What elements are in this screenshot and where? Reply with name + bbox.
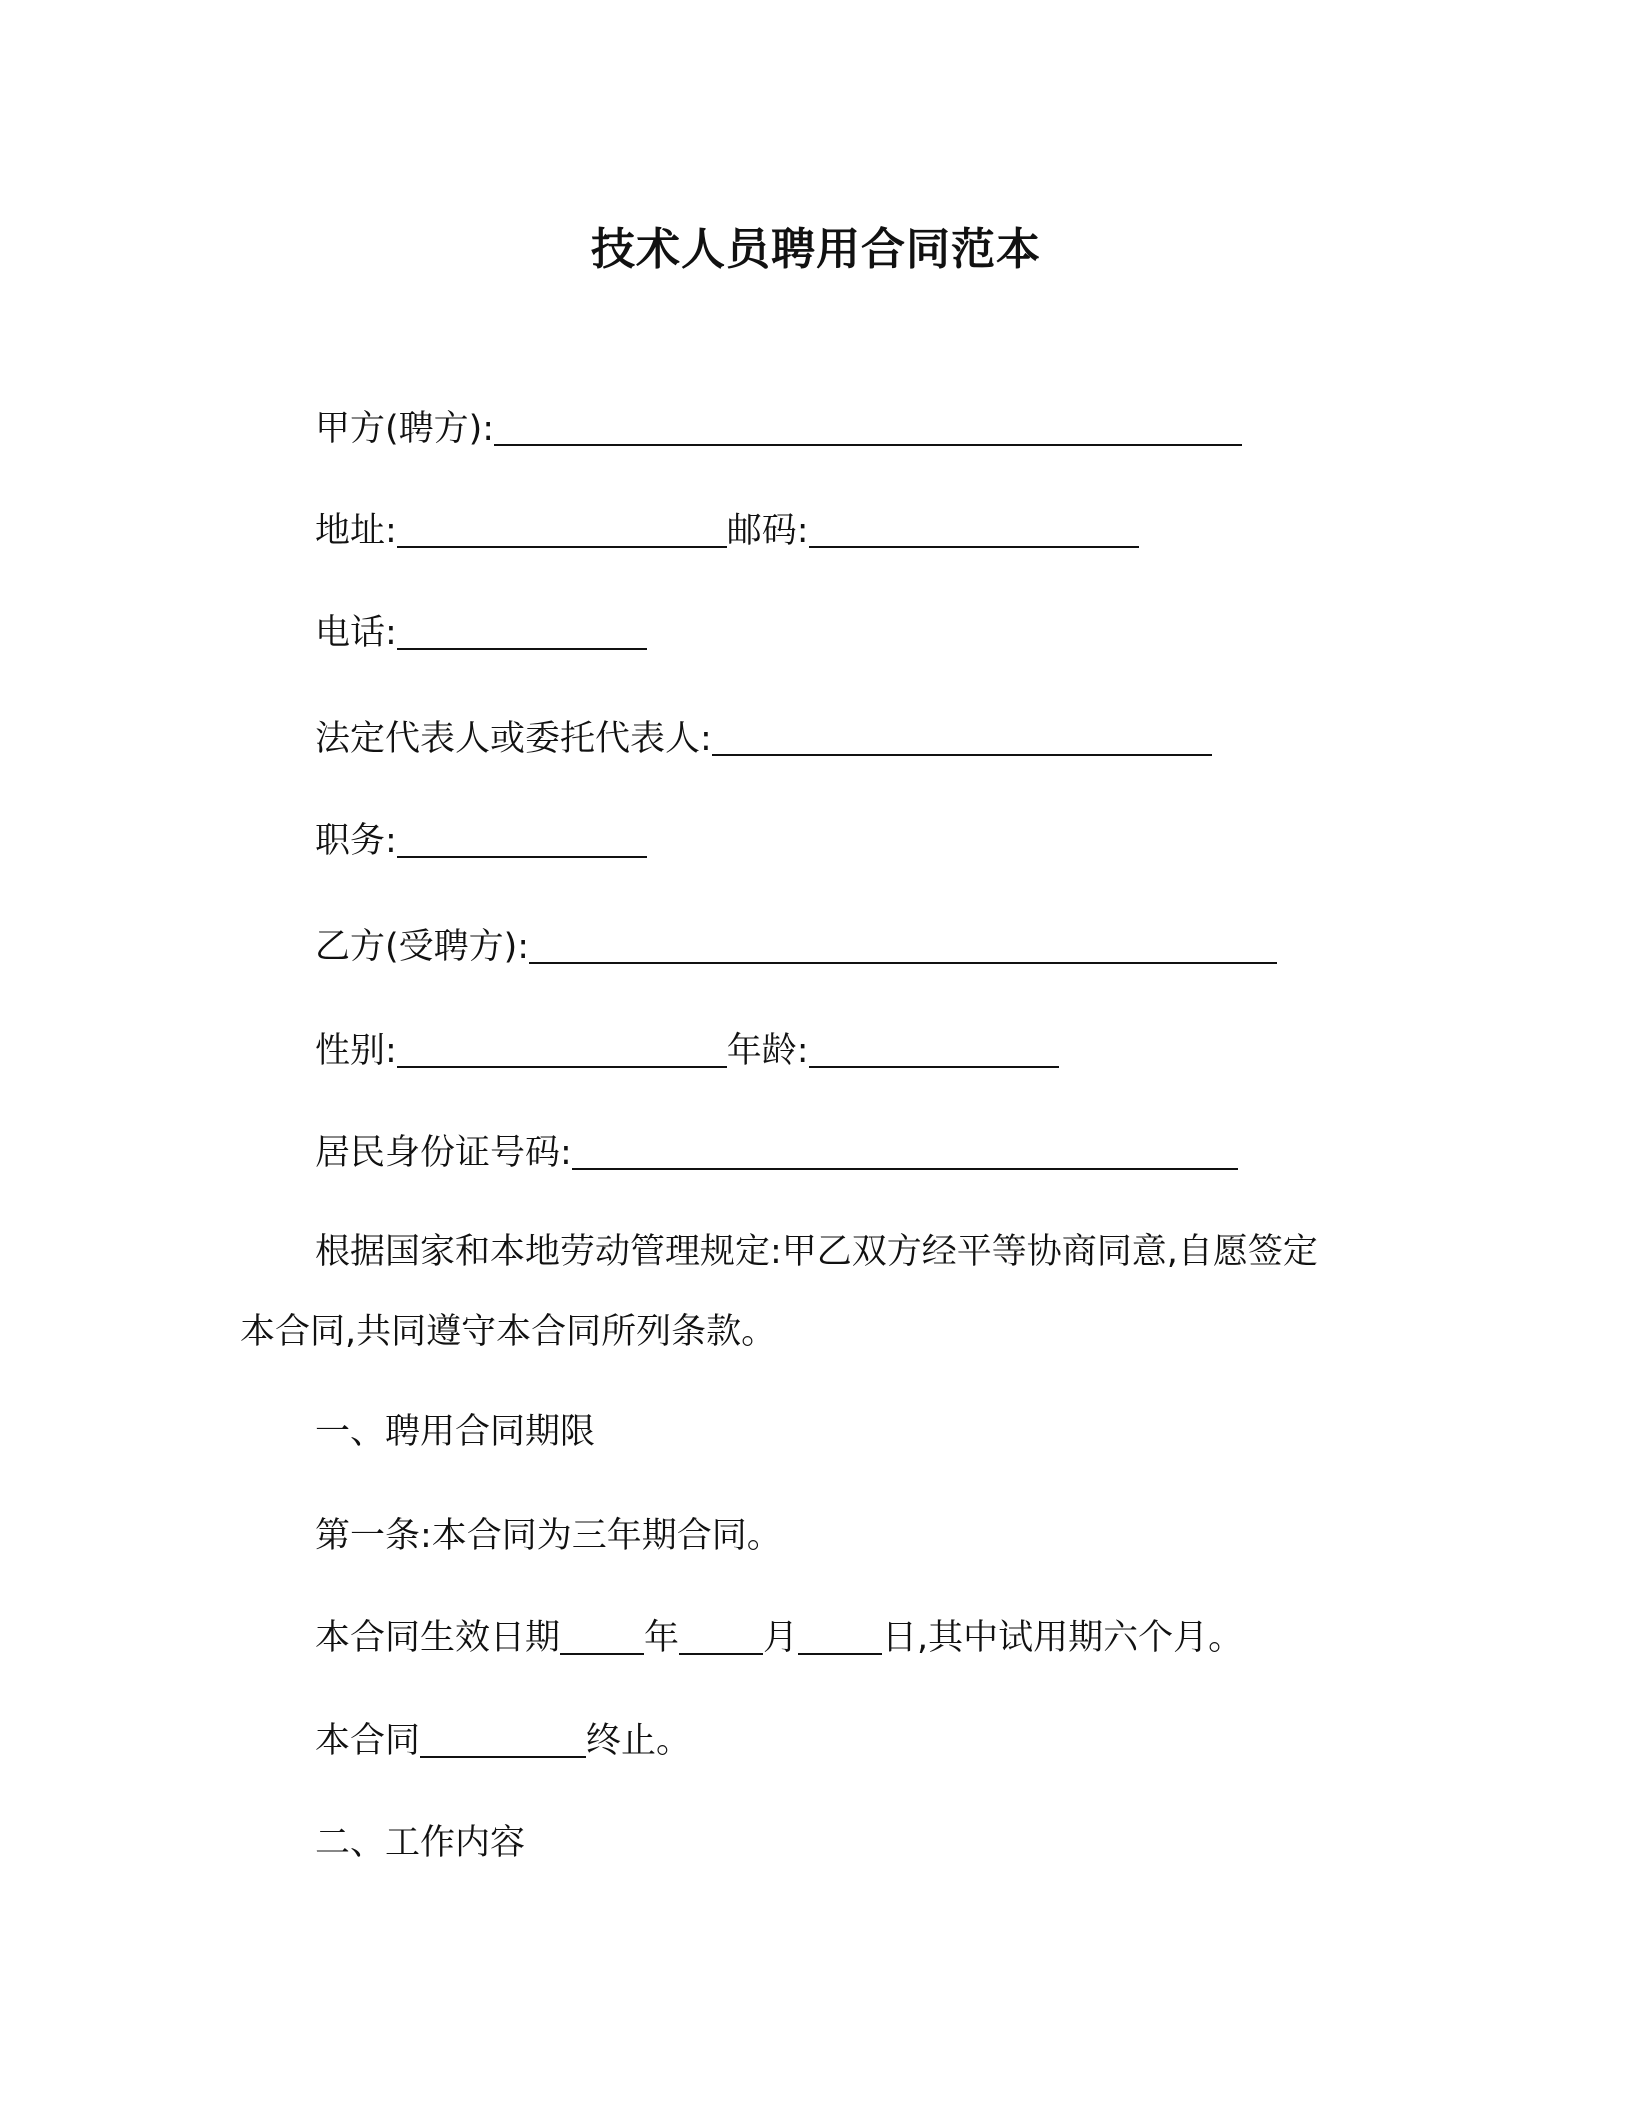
phone-label: 电话: bbox=[315, 613, 397, 653]
gender-label: 性别: bbox=[315, 1031, 397, 1071]
postcode-label: 邮码: bbox=[726, 511, 809, 551]
party-b-line bbox=[315, 924, 1277, 970]
id-number-line bbox=[315, 1130, 1238, 1176]
effective-day-blank[interactable] bbox=[798, 1625, 882, 1655]
address-line bbox=[315, 508, 1139, 554]
party-a-line bbox=[315, 406, 1242, 452]
month-label: 月 bbox=[763, 1618, 799, 1658]
address-label: 地址: bbox=[315, 511, 397, 551]
position-label: 职务: bbox=[315, 821, 397, 861]
termination-line bbox=[315, 1718, 691, 1764]
article-1: 第一条:本合同为三年期合同。 bbox=[315, 1516, 782, 1556]
party-a-blank[interactable] bbox=[494, 416, 1242, 446]
age-label: 年龄: bbox=[726, 1031, 809, 1071]
party-b-blank[interactable] bbox=[529, 934, 1277, 964]
representative-line bbox=[315, 716, 1212, 762]
termination-suffix: 终止。 bbox=[586, 1721, 692, 1761]
day-suffix: 日,其中试用期六个月。 bbox=[882, 1618, 1244, 1658]
representative-blank[interactable] bbox=[712, 726, 1212, 756]
representative-label: 法定代表人或委托代表人: bbox=[315, 719, 712, 759]
preamble-paragraph bbox=[240, 1229, 1390, 1355]
id-number-blank[interactable] bbox=[572, 1140, 1238, 1170]
postcode-blank[interactable] bbox=[809, 518, 1139, 548]
effective-month-blank[interactable] bbox=[679, 1625, 763, 1655]
effective-year-blank[interactable] bbox=[560, 1625, 644, 1655]
gender-age-line bbox=[315, 1028, 1059, 1074]
year-label: 年 bbox=[644, 1618, 680, 1658]
phone-line bbox=[315, 610, 647, 656]
termination-prefix: 本合同 bbox=[315, 1721, 421, 1761]
termination-blank[interactable] bbox=[420, 1728, 586, 1758]
position-blank[interactable] bbox=[397, 828, 647, 858]
id-number-label: 居民身份证号码: bbox=[315, 1133, 572, 1173]
section-1-heading: 一、聘用合同期限 bbox=[315, 1412, 596, 1452]
address-blank[interactable] bbox=[397, 518, 727, 548]
party-b-label: 乙方(受聘方): bbox=[315, 927, 530, 967]
age-blank[interactable] bbox=[809, 1038, 1059, 1068]
party-a-label: 甲方(聘方): bbox=[315, 409, 495, 449]
phone-blank[interactable] bbox=[397, 620, 647, 650]
section-2-heading: 二、工作内容 bbox=[315, 1823, 526, 1863]
gender-blank[interactable] bbox=[397, 1038, 727, 1068]
preamble-line-2: 本合同,共同遵守本合同所列条款。 bbox=[240, 1312, 777, 1352]
document-title: 技术人员聘用合同范本 bbox=[591, 224, 1041, 275]
preamble-line-1: 根据国家和本地劳动管理规定:甲乙双方经平等协商同意,自愿签定 bbox=[315, 1232, 1318, 1272]
effective-date-prefix: 本合同生效日期 bbox=[315, 1618, 561, 1658]
effective-date-line bbox=[315, 1615, 1243, 1661]
position-line bbox=[315, 818, 647, 864]
